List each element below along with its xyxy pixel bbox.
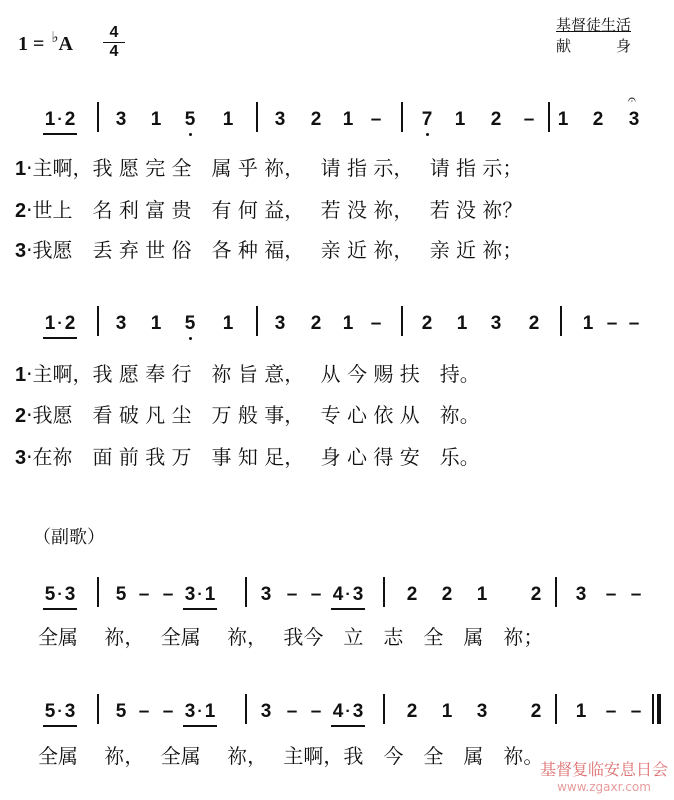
- lyric-text: ·在祢 面 前 我 万 事 知 足， 身 心 得 安 乐。: [26, 445, 480, 469]
- dash-extension: –: [286, 701, 298, 722]
- note: 1: [454, 109, 466, 130]
- bar-line: [245, 577, 247, 607]
- dot-mark: ·: [345, 703, 351, 720]
- underline-beam: [43, 133, 77, 135]
- underline-beam: [43, 337, 77, 339]
- octave-dot-below: [189, 133, 192, 136]
- note: 2: [64, 313, 76, 334]
- note: 3: [260, 584, 272, 605]
- lyric-line: [15, 445, 480, 470]
- note: 5: [184, 313, 196, 334]
- note: 1: [456, 313, 468, 334]
- dash-extension: –: [605, 584, 617, 605]
- notation-line-2: [0, 312, 674, 352]
- note: 5: [44, 584, 56, 605]
- dash-extension: –: [286, 584, 298, 605]
- note: 3: [274, 109, 286, 130]
- lyric-line: [38, 625, 543, 649]
- bar-line: [555, 577, 557, 607]
- note: 2: [490, 109, 502, 130]
- note: 1: [204, 584, 216, 605]
- note: 1: [557, 109, 569, 130]
- dot-mark: ·: [57, 111, 63, 128]
- verse-number: 3: [15, 240, 27, 262]
- underline-beam: [43, 725, 77, 727]
- note: 2: [592, 109, 604, 130]
- lyric-line: [15, 238, 522, 263]
- notation-line-1: [0, 92, 674, 148]
- lyric-text: ·世上 名 利 富 贵 有 何 益， 若 没 祢， 若 没 祢？: [26, 198, 523, 222]
- note: 3: [115, 313, 127, 334]
- note: 2: [530, 584, 542, 605]
- watermark: 基督复临安息日会 www.zgaxr.com: [539, 760, 668, 794]
- fermata-icon: 𝄐: [628, 92, 636, 108]
- dash-extension: –: [370, 109, 382, 130]
- note: 3: [352, 584, 364, 605]
- credits: [556, 15, 631, 57]
- underline-beam: [183, 725, 217, 727]
- dash-extension: –: [310, 584, 322, 605]
- underline-beam: [183, 608, 217, 610]
- bar-line: [256, 102, 258, 132]
- underline-beam: [331, 608, 365, 610]
- note: 1: [150, 313, 162, 334]
- lyric-text: ·我愿 丢 弃 世 俗 各 种 福， 亲 近 祢， 亲 近 祢；: [26, 238, 523, 262]
- lyric-text: ·主啊，我 愿 完 全 属 乎 祢， 请 指 示， 请 指 示；: [26, 156, 523, 180]
- note: 2: [421, 313, 433, 334]
- octave-dot-below: [189, 337, 192, 340]
- lyric-line: [15, 156, 522, 181]
- dash-extension: –: [606, 313, 618, 334]
- note: 5: [115, 701, 127, 722]
- note: 1: [222, 313, 234, 334]
- bar-line: [97, 102, 99, 132]
- verse-number: 2: [15, 200, 27, 222]
- credit-arranger: 献 身: [556, 37, 632, 55]
- lyric-line: [15, 362, 480, 387]
- verse-number: 1: [15, 158, 27, 180]
- dash-extension: –: [630, 584, 642, 605]
- note: 3: [490, 313, 502, 334]
- bar-line: [555, 694, 557, 724]
- note: 2: [406, 701, 418, 722]
- dash-extension: –: [162, 584, 174, 605]
- note: 3: [260, 701, 272, 722]
- verse-number: 1: [15, 364, 27, 386]
- lyric-line: [15, 403, 480, 428]
- note: 2: [310, 313, 322, 334]
- note: 2: [530, 701, 542, 722]
- bar-line: [401, 306, 403, 336]
- dash-extension: –: [310, 701, 322, 722]
- note: 3: [115, 109, 127, 130]
- note: 1: [476, 584, 488, 605]
- bar-line: [401, 102, 403, 132]
- bar-line: [256, 306, 258, 336]
- notation-line-3: [0, 583, 674, 623]
- note: 1: [441, 701, 453, 722]
- note: 4: [332, 584, 344, 605]
- note: 5: [44, 701, 56, 722]
- underline-beam: [331, 725, 365, 727]
- lyric-text: 全属 祢， 全属 祢， 主啊，我 今 全 属 祢。: [38, 744, 544, 768]
- verse-number: 3: [15, 447, 27, 469]
- lyric-text: ·我愿 看 破 凡 尘 万 般 事， 专 心 依 从 祢。: [26, 403, 480, 427]
- note: 1: [575, 701, 587, 722]
- note: 3: [274, 313, 286, 334]
- underline-beam: [43, 608, 77, 610]
- note: 1: [150, 109, 162, 130]
- credit-source: 基督徒生活: [556, 16, 632, 34]
- verse-number: 2: [15, 405, 27, 427]
- note: 1: [582, 313, 594, 334]
- note: 2: [406, 584, 418, 605]
- dash-extension: –: [523, 109, 535, 130]
- bar-line: [383, 577, 385, 607]
- note: 3: [575, 584, 587, 605]
- note: 1: [222, 109, 234, 130]
- key-signature: 1 = ♭A: [18, 30, 73, 55]
- lyric-text: ·主啊，我 愿 奉 行 祢 旨 意， 从 今 赐 扶 持。: [26, 362, 480, 386]
- bar-line: [97, 577, 99, 607]
- note: 7: [421, 109, 433, 130]
- dot-mark: ·: [57, 703, 63, 720]
- dot-mark: ·: [345, 586, 351, 603]
- dot-mark: ·: [57, 586, 63, 603]
- note: 2: [441, 584, 453, 605]
- dash-extension: –: [370, 313, 382, 334]
- note: 5: [184, 109, 196, 130]
- dash-extension: –: [630, 701, 642, 722]
- dash-extension: –: [138, 584, 150, 605]
- note: 3: [184, 584, 196, 605]
- note: 2: [310, 109, 322, 130]
- note: 1: [44, 313, 56, 334]
- note: 3: [628, 109, 640, 130]
- dot-mark: ·: [197, 586, 203, 603]
- dot-mark: ·: [57, 315, 63, 332]
- note: 2: [64, 109, 76, 130]
- octave-dot-below: [426, 133, 429, 136]
- note: 3: [476, 701, 488, 722]
- bar-line: [560, 306, 562, 336]
- lyric-text: 全属 祢， 全属 祢， 我今 立 志 全 属 祢；: [38, 625, 544, 649]
- dot-mark: ·: [197, 703, 203, 720]
- note: 1: [342, 109, 354, 130]
- final-bar-thin: [652, 694, 654, 724]
- bar-line: [245, 694, 247, 724]
- dash-extension: –: [162, 701, 174, 722]
- note: 3: [64, 584, 76, 605]
- bar-line: [548, 102, 550, 132]
- note: 1: [342, 313, 354, 334]
- note: 3: [184, 701, 196, 722]
- dash-extension: –: [628, 313, 640, 334]
- notation-line-4: [0, 700, 674, 740]
- note: 2: [528, 313, 540, 334]
- note: 3: [64, 701, 76, 722]
- note: 5: [115, 584, 127, 605]
- chorus-label: （副歌）: [33, 527, 105, 548]
- time-signature: 4 4: [103, 24, 125, 60]
- bar-line: [383, 694, 385, 724]
- lyric-line: [38, 744, 543, 768]
- dash-extension: –: [605, 701, 617, 722]
- note: 4: [332, 701, 344, 722]
- note: 3: [352, 701, 364, 722]
- note: 1: [204, 701, 216, 722]
- bar-line: [97, 306, 99, 336]
- lyric-line: [15, 198, 522, 223]
- dash-extension: –: [138, 701, 150, 722]
- final-bar-thick: [657, 694, 661, 724]
- bar-line: [97, 694, 99, 724]
- note: 1: [44, 109, 56, 130]
